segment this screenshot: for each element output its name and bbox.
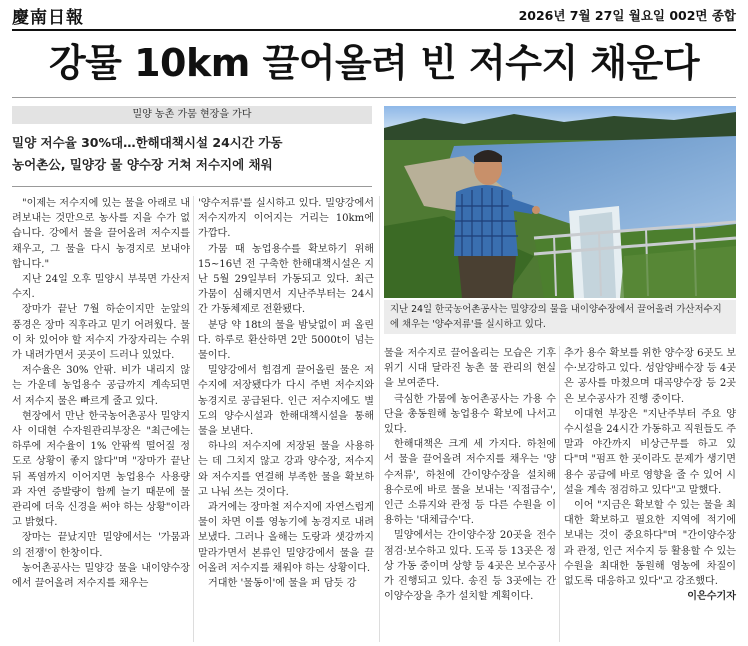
paragraph: 하나의 저수지에 저장된 물을 사용하는 데 그치지 않고 강과 양수장, 저수지와 저수지를 연결해 부족한 물을 확보하고 나눠 쓰는 것이다.	[198, 441, 374, 498]
paragraph: 현장에서 만난 한국농어촌공사 밀양지사 이대현 수자원관리부장은 "최근에는 하루에 저수율이 1% 안팎씩 떨어질 정도로 상황이 좋지 않다"며 "장마가 끝난 뒤 폭염까지 이어지면 농업용수 사용량과 자연 증발량이 함께 늘기 때문에 물 관리에 더욱 신경을 써야 하는 상황"이라고 밝혔다.	[12, 410, 190, 529]
paragraph: 밀양강에서 힘겹게 끌어올린 물은 저수지에 저장됐다가 다시 주변 저수지와 농경지로 공급된다. 인근 저수지에도 별도의 양수시설과 한해대책시설을 통해 물을 보낸다.	[198, 365, 374, 438]
paragraph: 가뭄 때 농업용수를 확보하기 위해 15~16년 전 구축한 한해대책시설은 지난 5월 29일부터 가동되고 있다. 최근 가뭄이 심해지면서 지난주부터는 24시간 가동체제로 전환됐다.	[198, 243, 374, 316]
column-divider	[193, 196, 194, 642]
paragraph: 장마는 끝났지만 밀양에서는 '가뭄과의 전쟁'이 한창이다.	[12, 532, 190, 559]
paragraph: 분당 약 18t의 물을 밤낮없이 퍼 올린다. 하루로 환산하면 2만 5000t이 넘는 물이다.	[198, 319, 374, 362]
subheadline-2: 농어촌公, 밀양강 물 양수장 거쳐 저수지에 채워	[12, 157, 273, 172]
article-column-3	[384, 346, 556, 604]
paragraph: 거대한 '물동이'에 물을 퍼 담듯 강	[208, 578, 357, 590]
paragraph: 추가 용수 확보를 위한 양수장 6곳도 보수·보강하고 있다. 성암양배수장 등 4곳은 공사를 마쳤으며 대곡양수장 등 2곳은 보수공사가 진행 중이다.	[564, 348, 736, 405]
subheadline-block	[12, 132, 372, 176]
reservoir-photo-illustration	[384, 106, 736, 298]
column-divider	[559, 346, 560, 642]
paragraph: 극심한 가뭄에 농어촌공사는 가용 수단을 총동원해 농업용수 확보에 나서고 있다.	[384, 393, 556, 436]
subheadline-1: 밀양 저수율 30%대…한해대책시설 24시간 가동	[12, 135, 283, 150]
paragraph: 물을 저수지로 끌어올리는 모습은 기후위기 시대 달라진 농촌 물 관리의 현실을 보여준다.	[384, 348, 556, 390]
paragraph: 밀양에서는 간이양수장 20곳을 전수 점검·보수하고 있다. 도곡 등 13곳은 정상 가동 중이며 상향 등 4곳은 보수공사가 진행되고 있다. 송진 등 3곳에는 간이양수장을 추가 설치할 계획이다.	[384, 530, 556, 603]
headline-rule	[12, 97, 736, 98]
byline: 이은수기자	[687, 591, 736, 603]
paragraph: 농어촌공사는 밀양강 물을 내이양수장에서 끌어올려 저수지를 채우는	[12, 562, 190, 590]
paper-name-logo: 慶南日報	[12, 7, 84, 28]
subhead-rule	[12, 186, 372, 187]
article-column-4	[564, 346, 736, 604]
column-divider	[379, 196, 380, 642]
paragraph: 이대현 부장은 "지난주부터 주요 양수시설을 24시간 가동하고 직원들도 주말과 야간까지 비상근무를 하고 있다"며 "펌프 한 곳이라도 문제가 생기면 용수 공급에 바로 영향을 줄 수 있어 시설을 계속 점검하고 있다"고 말했다.	[564, 408, 736, 496]
paragraph: 지난 24일 오후 밀양시 부북면 가산저수지.	[12, 274, 190, 301]
article-column-2	[198, 196, 374, 591]
article-column-1	[12, 196, 190, 591]
paragraph: "이제는 저수지에 있는 물을 아래로 내려보내는 것만으로 농사를 지을 수가 없습니다. 강에서 물을 끌어올려 저수지를 채우고, 그 물을 다시 농경지로 보내야 합니다."	[12, 198, 190, 270]
dateline: 2026년 7월 27일 월요일 002면 종합	[518, 8, 736, 23]
article-photo	[384, 106, 736, 298]
paragraph: 장마가 끝난 7월 하순이지만 눈앞의 풍경은 장마 직후라고 믿기 어려웠다. 물이 차 있어야 할 저수지 가장자리는 수위가 내려가면서 곳곳이 드러나 있었다.	[12, 304, 190, 362]
paragraph: '양수저류'를 실시하고 있다. 밀양강에서 저수지까지 이어지는 거리는 10km에 가깝다.	[198, 198, 374, 240]
masthead-rule	[12, 29, 736, 31]
masthead	[12, 4, 736, 26]
paragraph: 한해대책은 크게 세 가지다. 하천에서 물을 끌어올려 저수지를 채우는 '양수저류', 하천에 간이양수장을 설치해 용수로에 바로 물을 보내는 '직접급수', 인근 소류지와 관정 등 다른 수원을 이용하는 '대체급수'다.	[384, 439, 556, 527]
section-kicker: 밀양 농촌 가뭄 현장을 가다	[12, 106, 372, 124]
paragraph: 과거에는 장마철 저수지에 자연스럽게 물이 차면 이를 영농기에 농경지로 내려보냈다. 그러나 올해는 도랑과 샛강까지 말라가면서 본류인 밀양강에서 물을 끌어올려 저수지를 채워야 하는 상황이다.	[198, 502, 374, 574]
paragraph: 이어 "지금은 확보할 수 있는 물을 최대한 확보하고 필요한 지역에 적기에 보내는 것이 중요하다"며 "간이양수장과 관정, 인근 저수지 등 활용할 수 있는 수원을 최대한 동원해 영농에 차질이 없도록 대응하고 있다"고 강조했다.	[564, 500, 736, 588]
headline: 강물 10km 끌어올려 빈 저수지 채운다	[48, 41, 700, 85]
photo-caption: 지난 24일 한국농어촌공사는 밀양강의 물을 내이양수장에서 끌어올려 가산저수지에 채우는 '양수저류'를 실시하고 있다.	[384, 300, 736, 334]
paragraph: 저수율은 30% 안팎. 비가 내리지 않는 가운데 농업용수 공급까지 계속되면서 저수지 물은 빠르게 줄고 있다.	[12, 365, 190, 407]
